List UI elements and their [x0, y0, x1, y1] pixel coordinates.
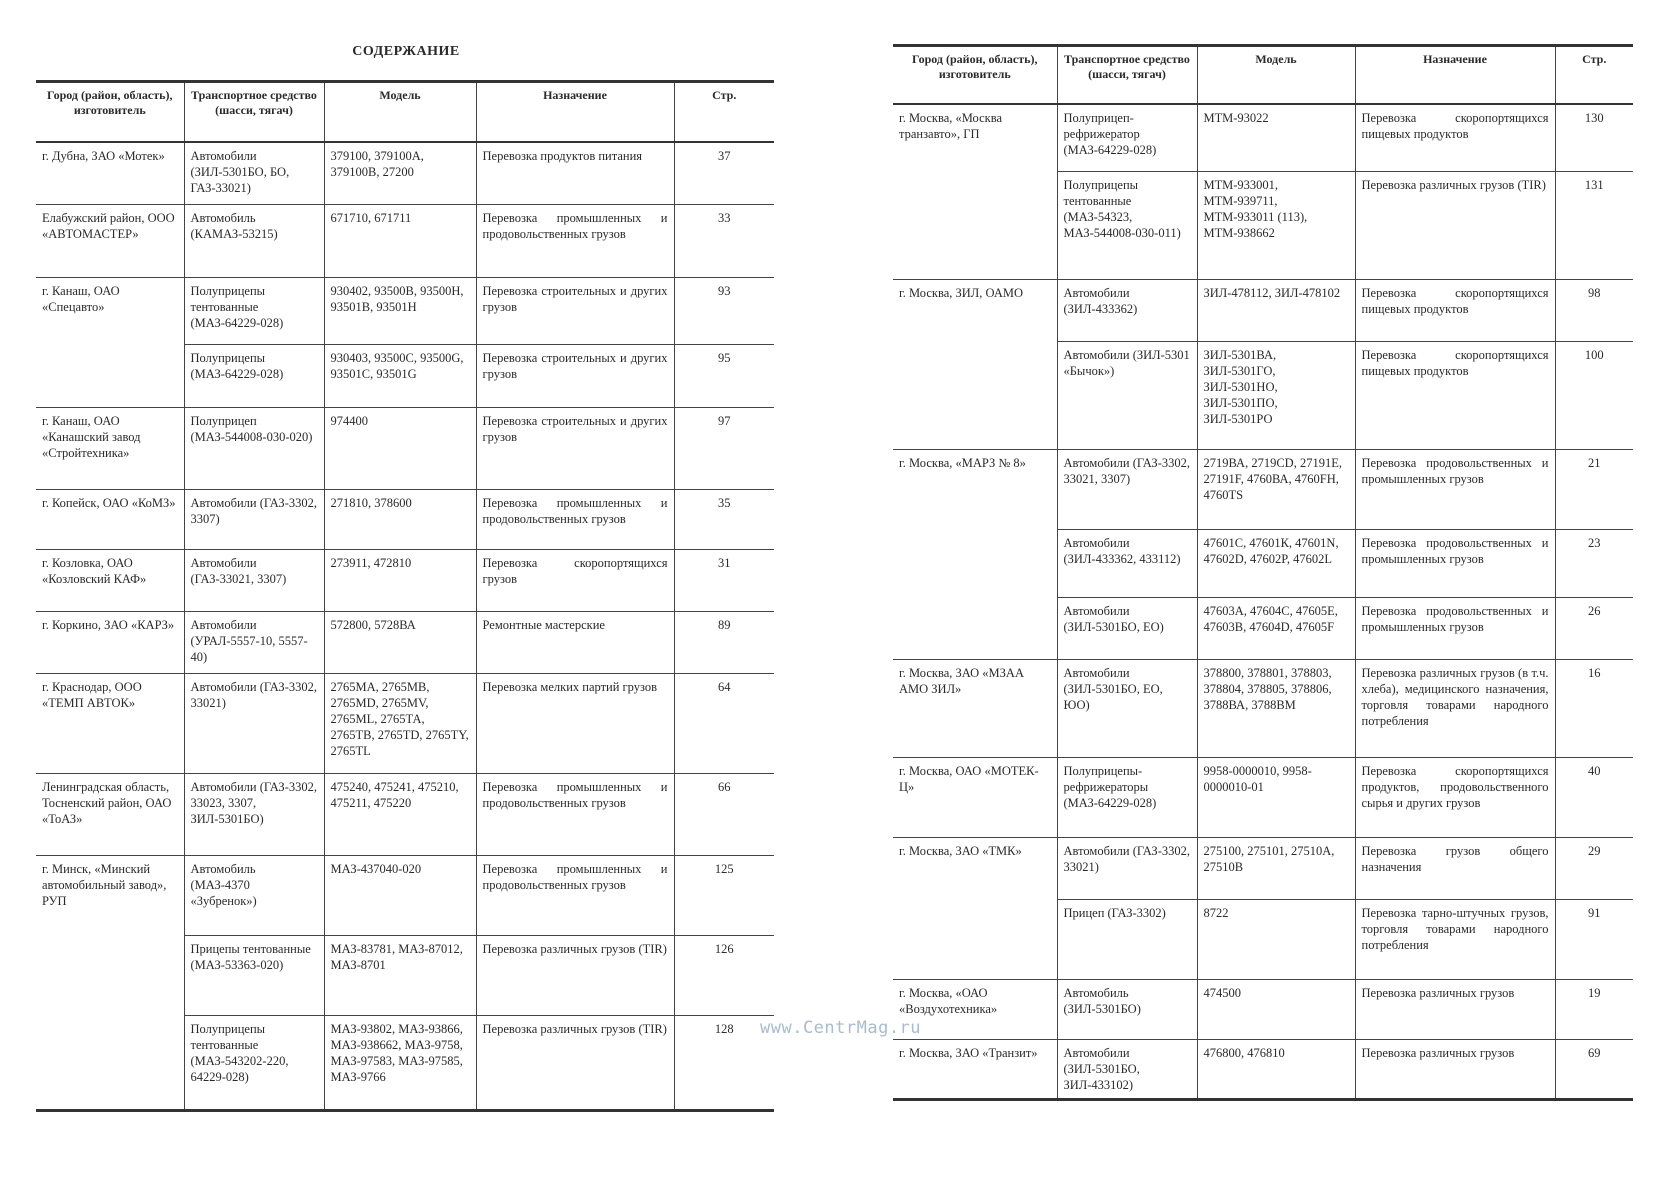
- cell-page: 37: [674, 142, 774, 205]
- cell-model: 379100, 379100А, 379100В, 27200: [324, 142, 476, 205]
- cell-model: 8722: [1197, 900, 1355, 980]
- cell-model: 930403, 93500С, 93500G, 93501С, 93501G: [324, 345, 476, 408]
- cell-vehicle: Автомобили (ЗИЛ-5301БО, ЗИЛ-433102): [1057, 1040, 1197, 1100]
- cell-page: 128: [674, 1016, 774, 1111]
- cell-vehicle: Автомобиль (КАМАЗ-53215): [184, 205, 324, 278]
- cell-purpose: Перевозка различных грузов (в т.ч. хлеба), медицинского назначения, торговля товарами народного потребления: [1355, 660, 1555, 758]
- cell-vehicle: Полуприцепы-рефрижераторы (МАЗ-64229-028): [1057, 758, 1197, 838]
- cell-page: 16: [1555, 660, 1633, 758]
- cell-vehicle: Автомобили (ЗИЛ-5301 «Бычок»): [1057, 342, 1197, 450]
- cell-vehicle: Прицеп (ГАЗ-3302): [1057, 900, 1197, 980]
- cell-model: МАЗ-93802, МАЗ-93866, МАЗ-938662, МАЗ-9758, МАЗ-97583, МАЗ-97585, МАЗ-9766: [324, 1016, 476, 1111]
- cell-city: г. Канаш, ОАО «Спецавто»: [36, 278, 184, 345]
- table-row: [893, 172, 1633, 280]
- cell-vehicle: Автомобили (ЗИЛ-5301БО, ЕО, ЮО): [1057, 660, 1197, 758]
- header-vehicle: Транспортное средство (шасси, тягач): [1057, 46, 1197, 104]
- cell-page: 66: [674, 774, 774, 856]
- cell-page: 125: [674, 856, 774, 936]
- table-row: [893, 598, 1633, 660]
- cell-page: 131: [1555, 172, 1633, 280]
- cell-vehicle: Автомобили (ЗИЛ-433362): [1057, 280, 1197, 342]
- cell-purpose: Перевозка продуктов питания: [476, 142, 674, 205]
- cell-model: ЗИЛ-5301ВА, ЗИЛ-5301ГО, ЗИЛ-5301НО, ЗИЛ-5301ПО, ЗИЛ-5301РО: [1197, 342, 1355, 450]
- watermark: www.CentrMag.ru: [760, 1018, 922, 1038]
- table-row: [893, 104, 1633, 172]
- cell-model: 378800, 378801, 378803, 378804, 378805, 378806, 3788ВА, 3788ВМ: [1197, 660, 1355, 758]
- cell-model: ЗИЛ-478112, ЗИЛ-478102: [1197, 280, 1355, 342]
- header-vehicle: Транспортное средство (шасси, тягач): [184, 82, 324, 142]
- cell-city: г. Москва, «МАРЗ № 8»: [893, 450, 1057, 530]
- cell-purpose: Перевозка продовольственных и промышленных грузов: [1355, 598, 1555, 660]
- table-row: [36, 408, 774, 490]
- cell-city: г. Москва, ЗАО «ТМК»: [893, 838, 1057, 900]
- cell-model: 572800, 5728ВА: [324, 612, 476, 674]
- cell-purpose: Перевозка грузов общего назначения: [1355, 838, 1555, 900]
- cell-city: г. Москва, «ОАО «Воздухотехника»: [893, 980, 1057, 1040]
- cell-purpose: Перевозка продовольственных и промышленных грузов: [1355, 450, 1555, 530]
- table-row: [36, 936, 774, 1016]
- table-row: [36, 345, 774, 408]
- table-row: [893, 838, 1633, 900]
- table-row: [36, 550, 774, 612]
- cell-page: 40: [1555, 758, 1633, 838]
- cell-city: Ленинградская область, Тосненский район, ОАО «ТоАЗ»: [36, 774, 184, 856]
- cell-purpose: Перевозка скоропортящихся грузов: [476, 550, 674, 612]
- cell-city: г. Козловка, ОАО «Козловский КАФ»: [36, 550, 184, 612]
- header-purpose: Назначение: [476, 82, 674, 142]
- cell-purpose: Перевозка промышленных и продовольственных грузов: [476, 774, 674, 856]
- cell-city: [893, 172, 1057, 280]
- cell-model: 271810, 378600: [324, 490, 476, 550]
- cell-model: 474500: [1197, 980, 1355, 1040]
- table-row: [893, 450, 1633, 530]
- cell-purpose: Перевозка строительных и других грузов: [476, 278, 674, 345]
- table-row: [893, 342, 1633, 450]
- cell-page: 29: [1555, 838, 1633, 900]
- cell-page: 64: [674, 674, 774, 774]
- cell-vehicle: Автомобили (ГАЗ-3302, 33021, 3307): [1057, 450, 1197, 530]
- cell-city: [36, 1016, 184, 1111]
- cell-model: 275100, 275101, 27510А, 27510В: [1197, 838, 1355, 900]
- contents-table-right: [893, 44, 1633, 1101]
- cell-model: 273911, 472810: [324, 550, 476, 612]
- cell-city: г. Москва, ЗАО «МЗАА АМО ЗИЛ»: [893, 660, 1057, 758]
- cell-model: МТМ-93022: [1197, 104, 1355, 172]
- cell-purpose: Перевозка различных грузов (TIR): [476, 936, 674, 1016]
- header-model: Модель: [324, 82, 476, 142]
- cell-page: 89: [674, 612, 774, 674]
- cell-vehicle: Автомобили (УРАЛ-5557-10, 5557-40): [184, 612, 324, 674]
- table-row: [36, 856, 774, 936]
- cell-model: 2719ВА, 2719СD, 27191Е, 27191F, 4760ВА, 4760FН, 4760ТS: [1197, 450, 1355, 530]
- cell-city: г. Дубна, ЗАО «Мотек»: [36, 142, 184, 205]
- cell-city: г. Копейск, ОАО «КоМЗ»: [36, 490, 184, 550]
- cell-purpose: Перевозка скоропортящихся пищевых продуктов: [1355, 104, 1555, 172]
- cell-model: 475240, 475241, 475210, 475211, 475220: [324, 774, 476, 856]
- cell-city: [893, 342, 1057, 450]
- header-model: Модель: [1197, 46, 1355, 104]
- cell-purpose: Перевозка различных грузов (TIR): [476, 1016, 674, 1111]
- contents-table-left: [36, 80, 774, 1112]
- cell-purpose: Перевозка различных грузов: [1355, 1040, 1555, 1100]
- cell-vehicle: Полуприцеп-рефрижератор (МАЗ-64229-028): [1057, 104, 1197, 172]
- header-page: Стр.: [674, 82, 774, 142]
- cell-model: 476800, 476810: [1197, 1040, 1355, 1100]
- table-row: [36, 674, 774, 774]
- cell-model: МАЗ-437040-020: [324, 856, 476, 936]
- cell-city: г. Минск, «Минский автомобильный завод», РУП: [36, 856, 184, 936]
- table-row: [36, 142, 774, 205]
- cell-page: 26: [1555, 598, 1633, 660]
- table-row: [893, 900, 1633, 980]
- cell-vehicle: Автомобили (ЗИЛ-5301БО, ЕО): [1057, 598, 1197, 660]
- cell-model: 2765МА, 2765МВ, 2765МD, 2765МV, 2765МL, 2765ТА, 2765ТВ, 2765ТD, 2765ТY, 2765ТL: [324, 674, 476, 774]
- cell-purpose: Перевозка продовольственных и промышленных грузов: [1355, 530, 1555, 598]
- table-row: [893, 980, 1633, 1040]
- table-row: [893, 280, 1633, 342]
- cell-purpose: Перевозка скоропортящихся продуктов, продовольственного сырья и других грузов: [1355, 758, 1555, 838]
- cell-city: [36, 936, 184, 1016]
- cell-city: г. Краснодар, ООО «ТЕМП АВТОК»: [36, 674, 184, 774]
- table-row: [893, 660, 1633, 758]
- cell-vehicle: Прицепы тентованные (МАЗ-53363-020): [184, 936, 324, 1016]
- cell-model: 930402, 93500В, 93500Н, 93501В, 93501Н: [324, 278, 476, 345]
- table-row: [36, 1016, 774, 1111]
- cell-page: 19: [1555, 980, 1633, 1040]
- cell-vehicle: Полуприцепы тентованные (МАЗ-54323, МАЗ-544008-030-011): [1057, 172, 1197, 280]
- cell-vehicle: Автомобили (ГАЗ-3302, 33021): [1057, 838, 1197, 900]
- cell-city: [893, 598, 1057, 660]
- table-row: [893, 758, 1633, 838]
- cell-city: г. Коркино, ЗАО «КАРЗ»: [36, 612, 184, 674]
- cell-vehicle: Автомобили (ГАЗ-3302, 3307): [184, 490, 324, 550]
- cell-page: 91: [1555, 900, 1633, 980]
- cell-purpose: Перевозка промышленных и продовольственных грузов: [476, 856, 674, 936]
- cell-vehicle: Автомобили (ГАЗ-33021, 3307): [184, 550, 324, 612]
- cell-city: [893, 530, 1057, 598]
- cell-page: 130: [1555, 104, 1633, 172]
- header-city: Город (район, область), изготовитель: [893, 46, 1057, 104]
- cell-city: Елабужский район, ООО «АВТОМАСТЕР»: [36, 205, 184, 278]
- cell-page: 23: [1555, 530, 1633, 598]
- cell-page: 126: [674, 936, 774, 1016]
- cell-purpose: Перевозка строительных и других грузов: [476, 345, 674, 408]
- table-row: [893, 1040, 1633, 1100]
- cell-purpose: Перевозка тарно-штучных грузов, торговля товарами народного потребления: [1355, 900, 1555, 980]
- header-page: Стр.: [1555, 46, 1633, 104]
- table-row: [893, 530, 1633, 598]
- cell-purpose: Перевозка промышленных и продовольственных грузов: [476, 490, 674, 550]
- cell-page: 69: [1555, 1040, 1633, 1100]
- table-row: [36, 612, 774, 674]
- table-row: [36, 490, 774, 550]
- cell-model: 974400: [324, 408, 476, 490]
- cell-purpose: Перевозка промышленных и продовольственных грузов: [476, 205, 674, 278]
- cell-vehicle: Автомобили (ГАЗ-3302, 33023, 3307, ЗИЛ-5301БО): [184, 774, 324, 856]
- cell-vehicle: Полуприцепы тентованные (МАЗ-543202-220, 64229-028): [184, 1016, 324, 1111]
- cell-city: г. Москва, «Москва транзавто», ГП: [893, 104, 1057, 172]
- cell-page: 21: [1555, 450, 1633, 530]
- cell-vehicle: Автомобили (ЗИЛ-433362, 433112): [1057, 530, 1197, 598]
- cell-vehicle: Автомобили (ЗИЛ-5301БО, БО, ГАЗ-33021): [184, 142, 324, 205]
- cell-city: г. Москва, ЗИЛ, ОАМО: [893, 280, 1057, 342]
- cell-city: г. Москва, ЗАО «Транзит»: [893, 1040, 1057, 1100]
- cell-purpose: Перевозка различных грузов: [1355, 980, 1555, 1040]
- cell-vehicle: Полуприцепы тентованные (МАЗ-64229-028): [184, 278, 324, 345]
- cell-model: 9958-0000010, 9958-0000010-01: [1197, 758, 1355, 838]
- cell-city: [893, 900, 1057, 980]
- header-purpose: Назначение: [1355, 46, 1555, 104]
- cell-page: 95: [674, 345, 774, 408]
- cell-vehicle: Автомобили (ГАЗ-3302, 33021): [184, 674, 324, 774]
- cell-page: 33: [674, 205, 774, 278]
- cell-page: 100: [1555, 342, 1633, 450]
- cell-purpose: Перевозка скоропортящихся пищевых продуктов: [1355, 342, 1555, 450]
- cell-purpose: Перевозка мелких партий грузов: [476, 674, 674, 774]
- cell-model: МТМ-933001, МТМ-939711, МТМ-933011 (113), МТМ-938662: [1197, 172, 1355, 280]
- cell-page: 98: [1555, 280, 1633, 342]
- cell-vehicle: Полуприцепы (МАЗ-64229-028): [184, 345, 324, 408]
- cell-page: 35: [674, 490, 774, 550]
- cell-purpose: Перевозка скоропортящихся пищевых продуктов: [1355, 280, 1555, 342]
- table-row: [36, 774, 774, 856]
- cell-model: МАЗ-83781, МАЗ-87012, МАЗ-8701: [324, 936, 476, 1016]
- cell-purpose: Ремонтные мастерские: [476, 612, 674, 674]
- table-row: [36, 205, 774, 278]
- cell-model: 47603А, 47604С, 47605Е, 47603В, 47604D, 47605F: [1197, 598, 1355, 660]
- page-title: СОДЕРЖАНИЕ: [352, 44, 460, 59]
- cell-city: г. Канаш, ОАО «Канашский завод «Стройтехника»: [36, 408, 184, 490]
- cell-model: 671710, 671711: [324, 205, 476, 278]
- cell-model: 47601С, 47601К, 47601N, 47602D, 47602P, 47602L: [1197, 530, 1355, 598]
- cell-page: 31: [674, 550, 774, 612]
- cell-city: [36, 345, 184, 408]
- cell-page: 97: [674, 408, 774, 490]
- table-row: [36, 278, 774, 345]
- cell-page: 93: [674, 278, 774, 345]
- cell-city: г. Москва, ОАО «МОТЕК-Ц»: [893, 758, 1057, 838]
- cell-vehicle: Автомобиль (ЗИЛ-5301БО): [1057, 980, 1197, 1040]
- cell-vehicle: Автомобиль (МАЗ-4370 «Зубренок»): [184, 856, 324, 936]
- header-city: Город (район, область), изготовитель: [36, 82, 184, 142]
- cell-vehicle: Полуприцеп (МАЗ-544008-030-020): [184, 408, 324, 490]
- cell-purpose: Перевозка различных грузов (TIR): [1355, 172, 1555, 280]
- cell-purpose: Перевозка строительных и других грузов: [476, 408, 674, 490]
